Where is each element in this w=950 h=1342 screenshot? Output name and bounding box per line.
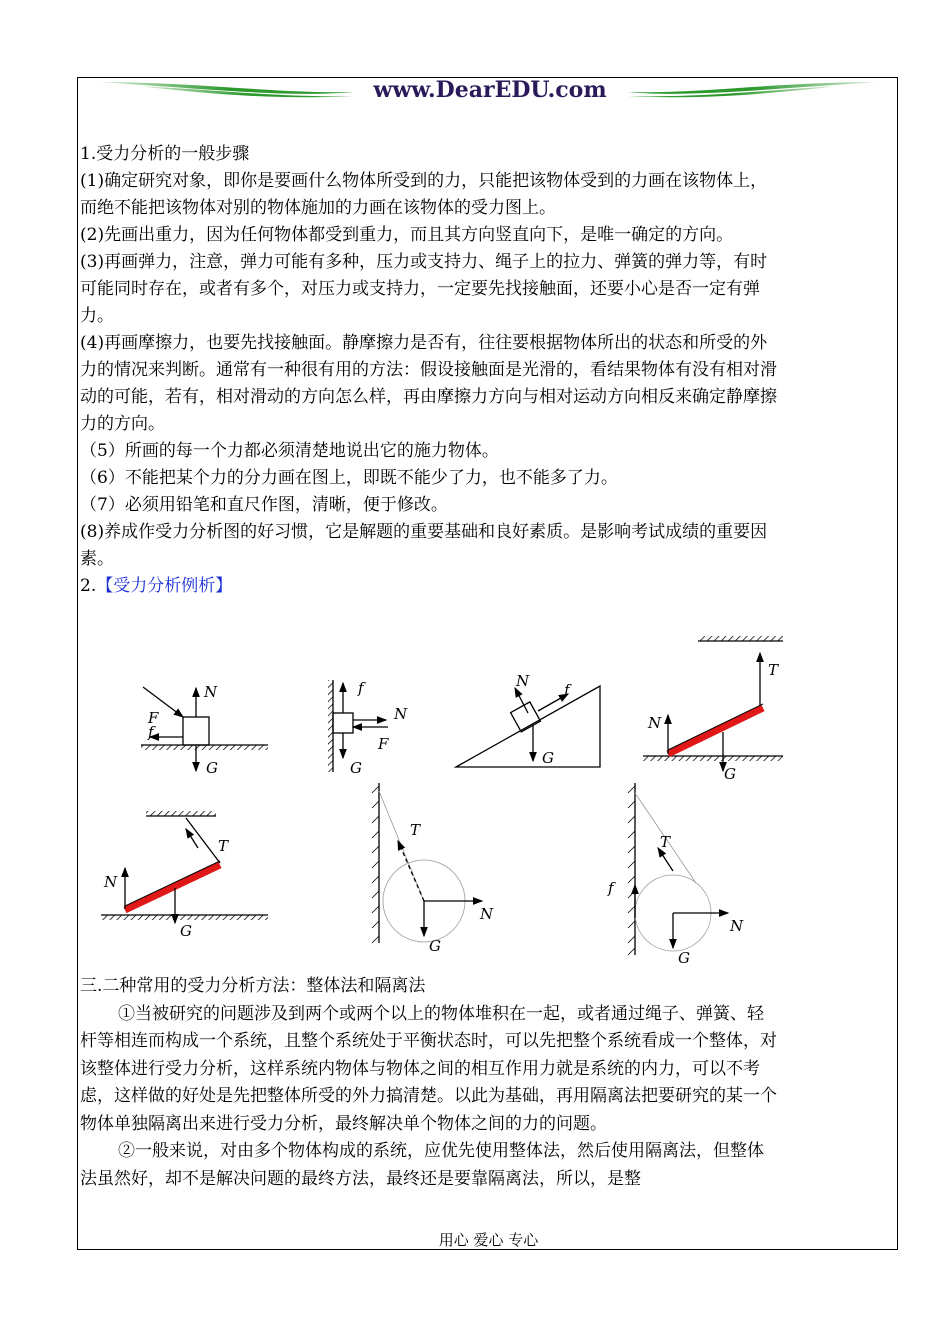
label-N-7: N (730, 917, 744, 935)
diagram-rod-hanging (643, 636, 783, 771)
step-1: (1)确定研究对象，即你是要画什么物体所受到的力，只能把该物体受到的力画在该物体上，而绝不能把该物体对别的物体施加的力画在该物体的受力图上。 (80, 171, 768, 218)
force-diagrams-svg (78, 633, 899, 973)
label-G-5: G (180, 922, 192, 940)
label-N-2: N (394, 705, 408, 723)
diagram-rod-tilted-rope (101, 811, 268, 923)
step-6: （6）不能把某个力的分力画在图上，即既不能少了力，也不能多了力。 (80, 468, 618, 488)
section-3 (80, 973, 780, 1193)
diagram-block-on-incline (456, 686, 600, 767)
label-T-7: T (660, 833, 671, 851)
label-G-7: G (678, 949, 690, 967)
step-8: (8)养成作受力分析图的好习惯，它是解题的重要基础和良好素质。是影响考试成绩的重要因素。 (80, 522, 768, 569)
section-2-title: 【受力分析例析】 (96, 576, 233, 596)
label-f-7: f (608, 879, 614, 897)
label-T-5: T (218, 837, 229, 855)
logo-text: www.DearEDU.com (373, 78, 607, 103)
label-G-1: G (206, 759, 218, 777)
label-N-1: N (204, 683, 218, 701)
label-f-1: f (148, 723, 154, 741)
header-banner (78, 78, 899, 118)
banner-logo (78, 78, 899, 118)
label-G-6: G (429, 937, 441, 955)
label-F-1: F (148, 709, 159, 727)
method-paragraph-2: ②一般来说，对由多个物体构成的系统，应优先使用整体法，然后使用隔离法，但整体法虽然好，却不是解决问题的最终方法，最终还是要靠隔离法，所以，是整 (80, 1141, 764, 1189)
section-2-heading (80, 573, 780, 600)
label-T-6: T (410, 821, 421, 839)
label-N-6: N (480, 905, 494, 923)
step-5: （5）所画的每一个力都必须清楚地说出它的施力物体。 (80, 441, 499, 461)
label-N-4: N (648, 714, 662, 732)
label-f-3: f (564, 681, 570, 699)
diagram-sphere-smooth-wall (372, 783, 482, 943)
label-f-2: f (358, 679, 364, 697)
section-1 (80, 141, 780, 600)
step-7: （7）必须用铅笔和直尺作图，清晰，便于修改。 (80, 495, 448, 515)
step-3: (3)再画弹力，注意，弹力可能有多种，压力或支持力、绳子上的拉力、弹簧的弹力等，有时可能同时存在，或者有多个，对压力或支持力，一定要先找接触面，还要小心是否一定有弹力。 (80, 252, 768, 326)
section-1-title: 1.受力分析的一般步骤 (80, 144, 250, 164)
step-2: (2)先画出重力，因为任何物体都受到重力，而且其方向竖直向下，是唯一确定的方向。 (80, 225, 734, 245)
step-4: (4)再画摩擦力，也要先找接触面。静摩擦力是否有，往往要根据物体所出的状态和所受的外力的情况来判断。通常有一种很有用的方法：假设接触面是光滑的，看结果物体有没有相对滑动的可能，若有，相对滑动的方向怎么样，再由摩擦力方向与相对运动方向相反来确定静摩擦力的方向。 (80, 333, 777, 434)
diagram-sphere-rough-wall (628, 783, 728, 955)
label-N-3: N (516, 672, 530, 690)
label-N-5: N (104, 873, 118, 891)
label-G-3: G (542, 749, 554, 767)
label-F-2: F (378, 735, 389, 753)
label-G-4: G (724, 765, 736, 783)
page-frame (77, 77, 898, 1250)
force-diagrams (78, 633, 899, 973)
label-G-2: G (350, 759, 362, 777)
page-footer: 用心 爱心 专心 (438, 1231, 539, 1249)
label-T-4: T (768, 661, 779, 679)
section-3-title: 三.二种常用的受力分析方法：整体法和隔离法 (80, 976, 426, 996)
method-paragraph-1: ①当被研究的问题涉及到两个或两个以上的物体堆积在一起，或者通过绳子、弹簧、轻杆等相连而构成一个系统，且整个系统处于平衡状态时，可以先把整个系统看成一个整体，对该整体进行受力分析，这样系统内物体与物体之间的相互作用力就是系统的内力，可以不考虑，这样做的好处是先把整体所受的外力搞清楚。以此为基础，再用隔离法把要研究的某一个物体单独隔离出来进行受力分析，最终解决单个物体之间的力的问题。 (80, 1003, 777, 1134)
section-2-number: 2. (80, 576, 97, 596)
